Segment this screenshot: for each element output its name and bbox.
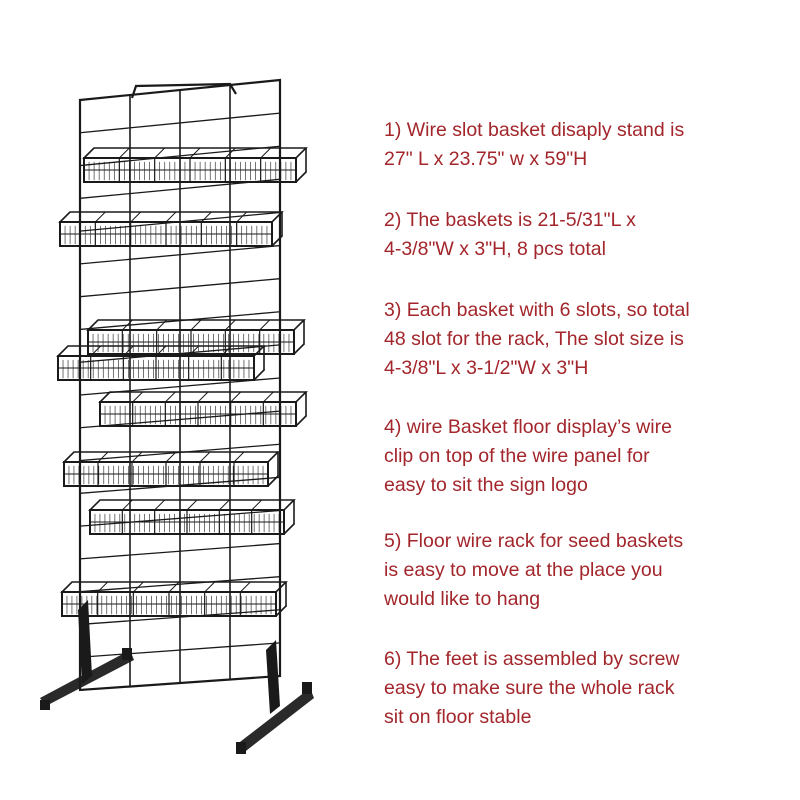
spec-list (384, 116, 794, 764)
spec-line: 4-3/8"W x 3"H, 8 pcs total (384, 238, 606, 260)
spec-line: 48 slot for the rack, The slot size is (384, 328, 684, 350)
spec-line: 1) Wire slot basket disaply stand is (384, 119, 685, 141)
spec-line: easy to make sure the whole rack (384, 677, 675, 699)
spec-item-4 (384, 413, 794, 500)
spec-item-6 (384, 645, 794, 732)
spec-line: 5) Floor wire rack for seed baskets (384, 530, 684, 552)
spec-item-5 (384, 527, 794, 614)
wire-basket-5 (100, 392, 306, 426)
spec-line: would like to hang (384, 588, 541, 610)
spec-line: 4-3/8"L x 3-1/2"W x 3"H (384, 357, 589, 379)
spec-line: easy to sit the sign logo (384, 474, 588, 496)
wire-basket-6 (64, 452, 278, 486)
spec-line: sit on floor stable (384, 706, 532, 728)
spec-line: 4) wire Basket floor display’s wire (384, 416, 672, 438)
spec-item-2 (384, 206, 794, 264)
wire-basket-2 (60, 212, 282, 246)
wire-basket-rack-image (0, 0, 370, 800)
spec-line: 27" L x 23.75" w x 59"H (384, 148, 588, 170)
wire-basket-1 (84, 148, 306, 182)
spec-item-3 (384, 296, 794, 383)
wire-basket-8 (62, 582, 286, 616)
spec-line: 6) The feet is assembled by screw (384, 648, 680, 670)
spec-line: clip on top of the wire panel for (384, 445, 650, 467)
spec-line: 2) The baskets is 21-5/31"L x (384, 209, 636, 231)
spec-line: 3) Each basket with 6 slots, so total (384, 299, 690, 321)
spec-item-1 (384, 116, 794, 174)
spec-line: is easy to move at the place you (384, 559, 663, 581)
